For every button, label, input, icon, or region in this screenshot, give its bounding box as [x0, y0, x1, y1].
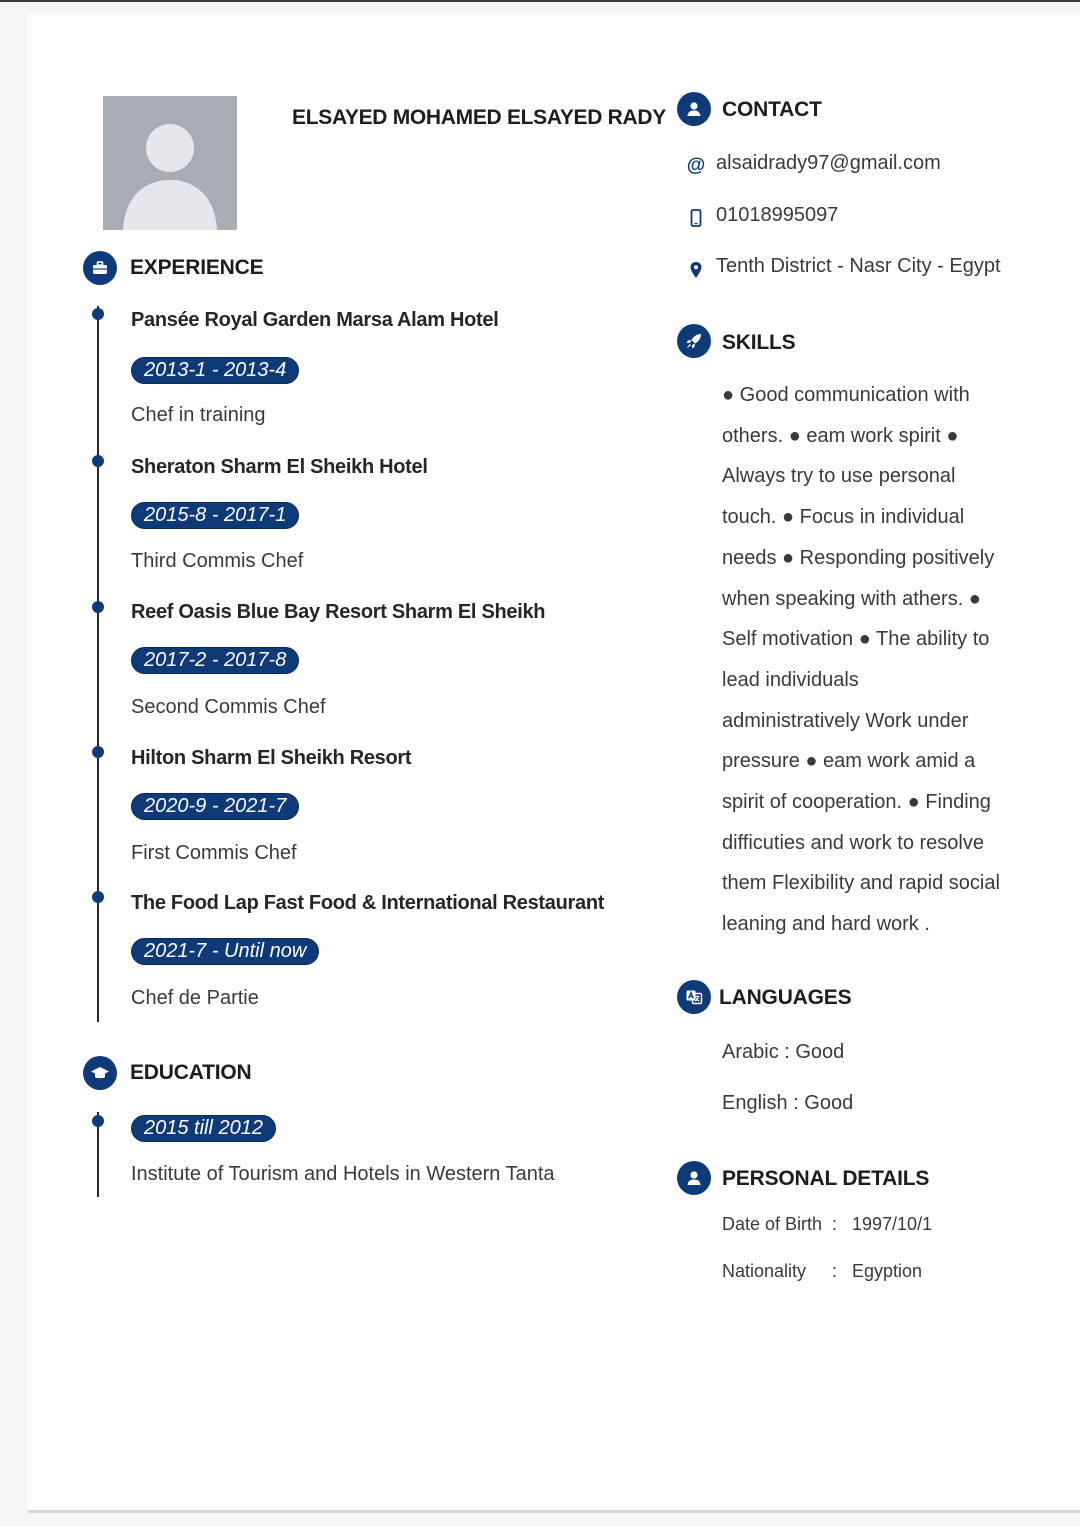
dob-colon: : [832, 1214, 838, 1234]
dob-label: Date of Birth [722, 1214, 823, 1234]
timeline-dot [92, 891, 104, 903]
experience-company: Reef Oasis Blue Bay Resort Sharm El Sheikh [131, 601, 546, 623]
contact-email[interactable]: alsaidrady97@gmail.com [716, 152, 941, 174]
user-icon [677, 1161, 711, 1195]
experience-dates: 2013-1 - 2013-4 [131, 357, 299, 384]
skills-line: when speaking with athers. ● [722, 587, 981, 610]
skills-line: Self motivation ● The ability to [722, 628, 990, 651]
top-border [0, 0, 1080, 2]
at-icon: @ [686, 155, 706, 176]
user-icon [677, 92, 711, 126]
graduation-cap-icon [83, 1056, 117, 1090]
nationality-label: Nationality [722, 1261, 807, 1281]
briefcase-icon [83, 251, 117, 285]
translate-icon [677, 980, 711, 1014]
nationality-value: Egyption [852, 1261, 923, 1281]
experience-company: Hilton Sharm El Sheikh Resort [131, 747, 412, 769]
experience-dates: 2020-9 - 2021-7 [131, 793, 299, 820]
map-pin-icon [687, 260, 705, 280]
skills-line: pressure ● eam work amid a [722, 750, 976, 773]
timeline-dot [92, 746, 104, 758]
skills-line: spirit of cooperation. ● Finding [722, 791, 991, 814]
skills-line: Always try to use personal [722, 465, 956, 488]
skills-line: others. ● eam work spirit ● [722, 424, 959, 447]
skills-line: touch. ● Focus in individual [722, 506, 965, 529]
experience-timeline [97, 306, 99, 1022]
nationality-colon: : [832, 1261, 838, 1281]
language-item: Arabic : Good [722, 1041, 845, 1063]
education-institution: Institute of Tourism and Hotels in Western Tanta [131, 1163, 555, 1185]
experience-role: Third Commis Chef [131, 550, 304, 572]
skills-line: difficuties and work to resolve [722, 831, 984, 854]
skills-text [722, 375, 1032, 945]
personal-details-heading: PERSONAL DETAILS [722, 1167, 930, 1190]
skills-heading: SKILLS [722, 331, 796, 354]
languages-heading: LANGUAGES [719, 986, 852, 1009]
profile-photo [103, 96, 237, 230]
experience-role: Chef in training [131, 404, 266, 426]
full-name: ELSAYED MOHAMED ELSAYED RADY [292, 106, 666, 129]
experience-company: Sheraton Sharm El Sheikh Hotel [131, 456, 428, 478]
experience-company: Pansée Royal Garden Marsa Alam Hotel [131, 309, 499, 331]
experience-dates: 2021-7 - Until now [131, 938, 319, 965]
education-dates: 2015 till 2012 [131, 1115, 276, 1142]
contact-address: Tenth District - Nasr City - Egypt [716, 255, 1001, 277]
skills-line: needs ● Responding positively [722, 546, 995, 569]
experience-role: First Commis Chef [131, 842, 297, 864]
language-item: English : Good [722, 1092, 854, 1114]
contact-heading: CONTACT [722, 98, 822, 121]
skills-line: leaning and hard work . [722, 913, 930, 936]
timeline-dot [92, 455, 104, 467]
experience-heading: EXPERIENCE [130, 256, 264, 279]
skills-line: ● Good communication with [722, 384, 970, 406]
dob-value: 1997/10/1 [852, 1214, 933, 1234]
education-heading: EDUCATION [130, 1061, 252, 1084]
bottom-border [28, 1510, 1080, 1513]
mobile-phone-icon [687, 208, 705, 228]
avatar-placeholder-icon [103, 96, 237, 230]
experience-company: The Food Lap Fast Food & International Restaurant [131, 892, 605, 914]
experience-role: Second Commis Chef [131, 696, 326, 718]
experience-role: Chef de Partie [131, 987, 259, 1009]
skills-line: administratively Work under [722, 709, 969, 732]
timeline-dot [92, 1115, 104, 1127]
timeline-dot [92, 308, 104, 320]
skills-line: lead individuals [722, 668, 859, 691]
rocket-icon [677, 324, 711, 358]
experience-dates: 2015-8 - 2017-1 [131, 502, 299, 529]
experience-dates: 2017-2 - 2017-8 [131, 647, 299, 674]
contact-phone[interactable]: 01018995097 [716, 204, 839, 226]
skills-line: them Flexibility and rapid social [722, 872, 1000, 895]
timeline-dot [92, 601, 104, 613]
